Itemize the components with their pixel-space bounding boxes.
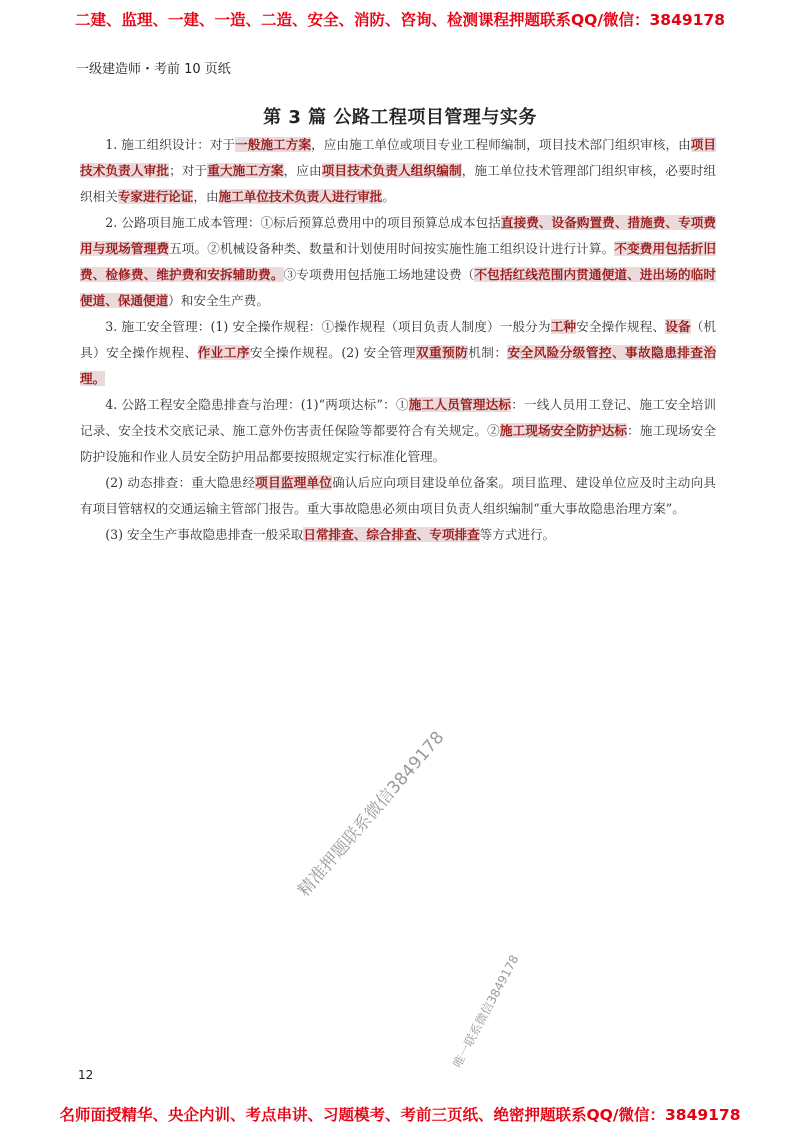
- highlighted-keyword: 直接费、设备购置费、措施费、专项费用与现场管理费: [80, 215, 716, 256]
- paragraph-5: [80, 470, 716, 522]
- watermark-text-small: 唯一联系微信3849178: [450, 952, 522, 1071]
- paragraph-text: 2. 公路项目施工成本管理：①标后预算总费用中的项目预算总成本包括: [105, 215, 501, 230]
- paragraph-text: 4. 公路工程安全隐患排查与治理：(1)“两项达标”：①: [105, 397, 409, 412]
- paragraph-text: 五项。②机械设备种类、数量和计划使用时间按实施性施工组织设计进行计算。: [169, 241, 615, 256]
- paragraph-text: ；对于: [169, 163, 208, 178]
- paragraph-text: 安全操作规程、: [576, 319, 666, 334]
- paragraph-3: [80, 314, 716, 392]
- paragraph-text: 1. 施工组织设计：对于: [105, 137, 236, 152]
- highlighted-keyword: 设备: [665, 319, 691, 334]
- paragraph-text: ，施工单位技术管理部门组织审核，必要时组织相关: [80, 163, 717, 204]
- paragraph-text: ③专项费用包括施工场地建设费（: [283, 267, 475, 282]
- highlighted-keyword: 双重预防: [415, 345, 469, 360]
- paragraph-4: [80, 392, 716, 470]
- highlighted-keyword: 作业工序: [197, 345, 250, 360]
- paragraph-text: （机具）安全操作规程、: [80, 319, 717, 360]
- paragraph-text: ）和安全生产费。: [168, 293, 269, 308]
- header-label: 一级建造师・考前 10 页纸: [76, 62, 231, 77]
- highlighted-keyword: 重大施工方案: [207, 163, 284, 178]
- highlighted-keyword: 项目技术负责人审批: [80, 137, 717, 178]
- highlighted-keyword: 工种: [550, 319, 577, 334]
- section-title: 第 3 篇 公路工程项目管理与实务: [263, 107, 537, 128]
- paragraph-text: ，应由施工单位或项目专业工程师编制，项目技术部门组织审核，由: [311, 137, 691, 152]
- highlighted-keyword: 专家进行论证: [117, 189, 194, 204]
- paragraph-6: [80, 522, 716, 548]
- highlighted-keyword: 日常排查、综合排查、专项排查: [303, 527, 480, 542]
- paragraph-text: ：一线人员用工登记、施工安全培训记录、安全技术交底记录、施工意外伤害责任保险等都要符合有关规定。②: [80, 397, 716, 438]
- page-number: 12: [78, 1068, 94, 1082]
- highlighted-keyword: 施工现场安全防护达标: [499, 423, 628, 438]
- paragraph-text: ：施工现场安全防护设施和作业人员安全防护用品都要按照规定实行标准化管理。: [80, 423, 717, 464]
- paragraph-text: ，由: [193, 189, 219, 204]
- paragraph-2: [80, 210, 716, 314]
- paragraph-text: 。: [382, 189, 395, 204]
- highlighted-keyword: 项目技术负责人组织编制: [321, 163, 462, 178]
- paragraph-1: [80, 132, 716, 210]
- paragraph-text: 3. 施工安全管理：(1) 安全操作规程：①操作规程（项目负责人制度）一般分为: [105, 319, 551, 334]
- content-body: [80, 132, 716, 548]
- paragraph-text: 确认后应向项目建设单位备案。项目监理、建设单位应及时主动向具有项目管辖权的交通运输主管部门报告。重大事故隐患必须由项目负责人组织编制“重大事故隐患治理方案”。: [80, 475, 717, 516]
- highlighted-keyword: 不变费用包括折旧费、检修费、维护费和安拆辅助费。: [80, 241, 717, 282]
- paragraph-text: ，应由: [283, 163, 322, 178]
- highlighted-keyword: 一般施工方案: [235, 137, 312, 152]
- paragraph-text: (3) 安全生产事故隐患排查一般采取: [105, 527, 304, 542]
- bottom-promo-banner: 名师面授精华、央企内训、考点串讲、习题模考、考前三页纸、绝密押题联系QQ/微信：3849178: [59, 1106, 741, 1124]
- watermark-text: 精准押题联系微信3849178: [294, 727, 449, 901]
- paragraph-text: 机制：: [468, 345, 508, 360]
- highlighted-keyword: 施工单位技术负责人进行审批: [218, 189, 383, 204]
- top-promo-banner: 二建、监理、一建、一造、二造、安全、消防、咨询、检测课程押题联系QQ/微信：3849178: [74, 11, 725, 29]
- paragraph-text: (2) 动态排查：重大隐患经: [105, 475, 256, 490]
- highlighted-keyword: 不包括红线范围内贯通便道、进出场的临时便道、保通便道: [80, 267, 717, 308]
- highlighted-keyword: 安全风险分级管控、事故隐患排查治理。: [80, 345, 717, 386]
- highlighted-keyword: 项目监理单位: [255, 475, 333, 490]
- paragraph-text: 等方式进行。: [479, 527, 556, 542]
- paragraph-text: 安全操作规程。(2) 安全管理: [249, 345, 416, 360]
- highlighted-keyword: 施工人员管理达标: [408, 397, 512, 412]
